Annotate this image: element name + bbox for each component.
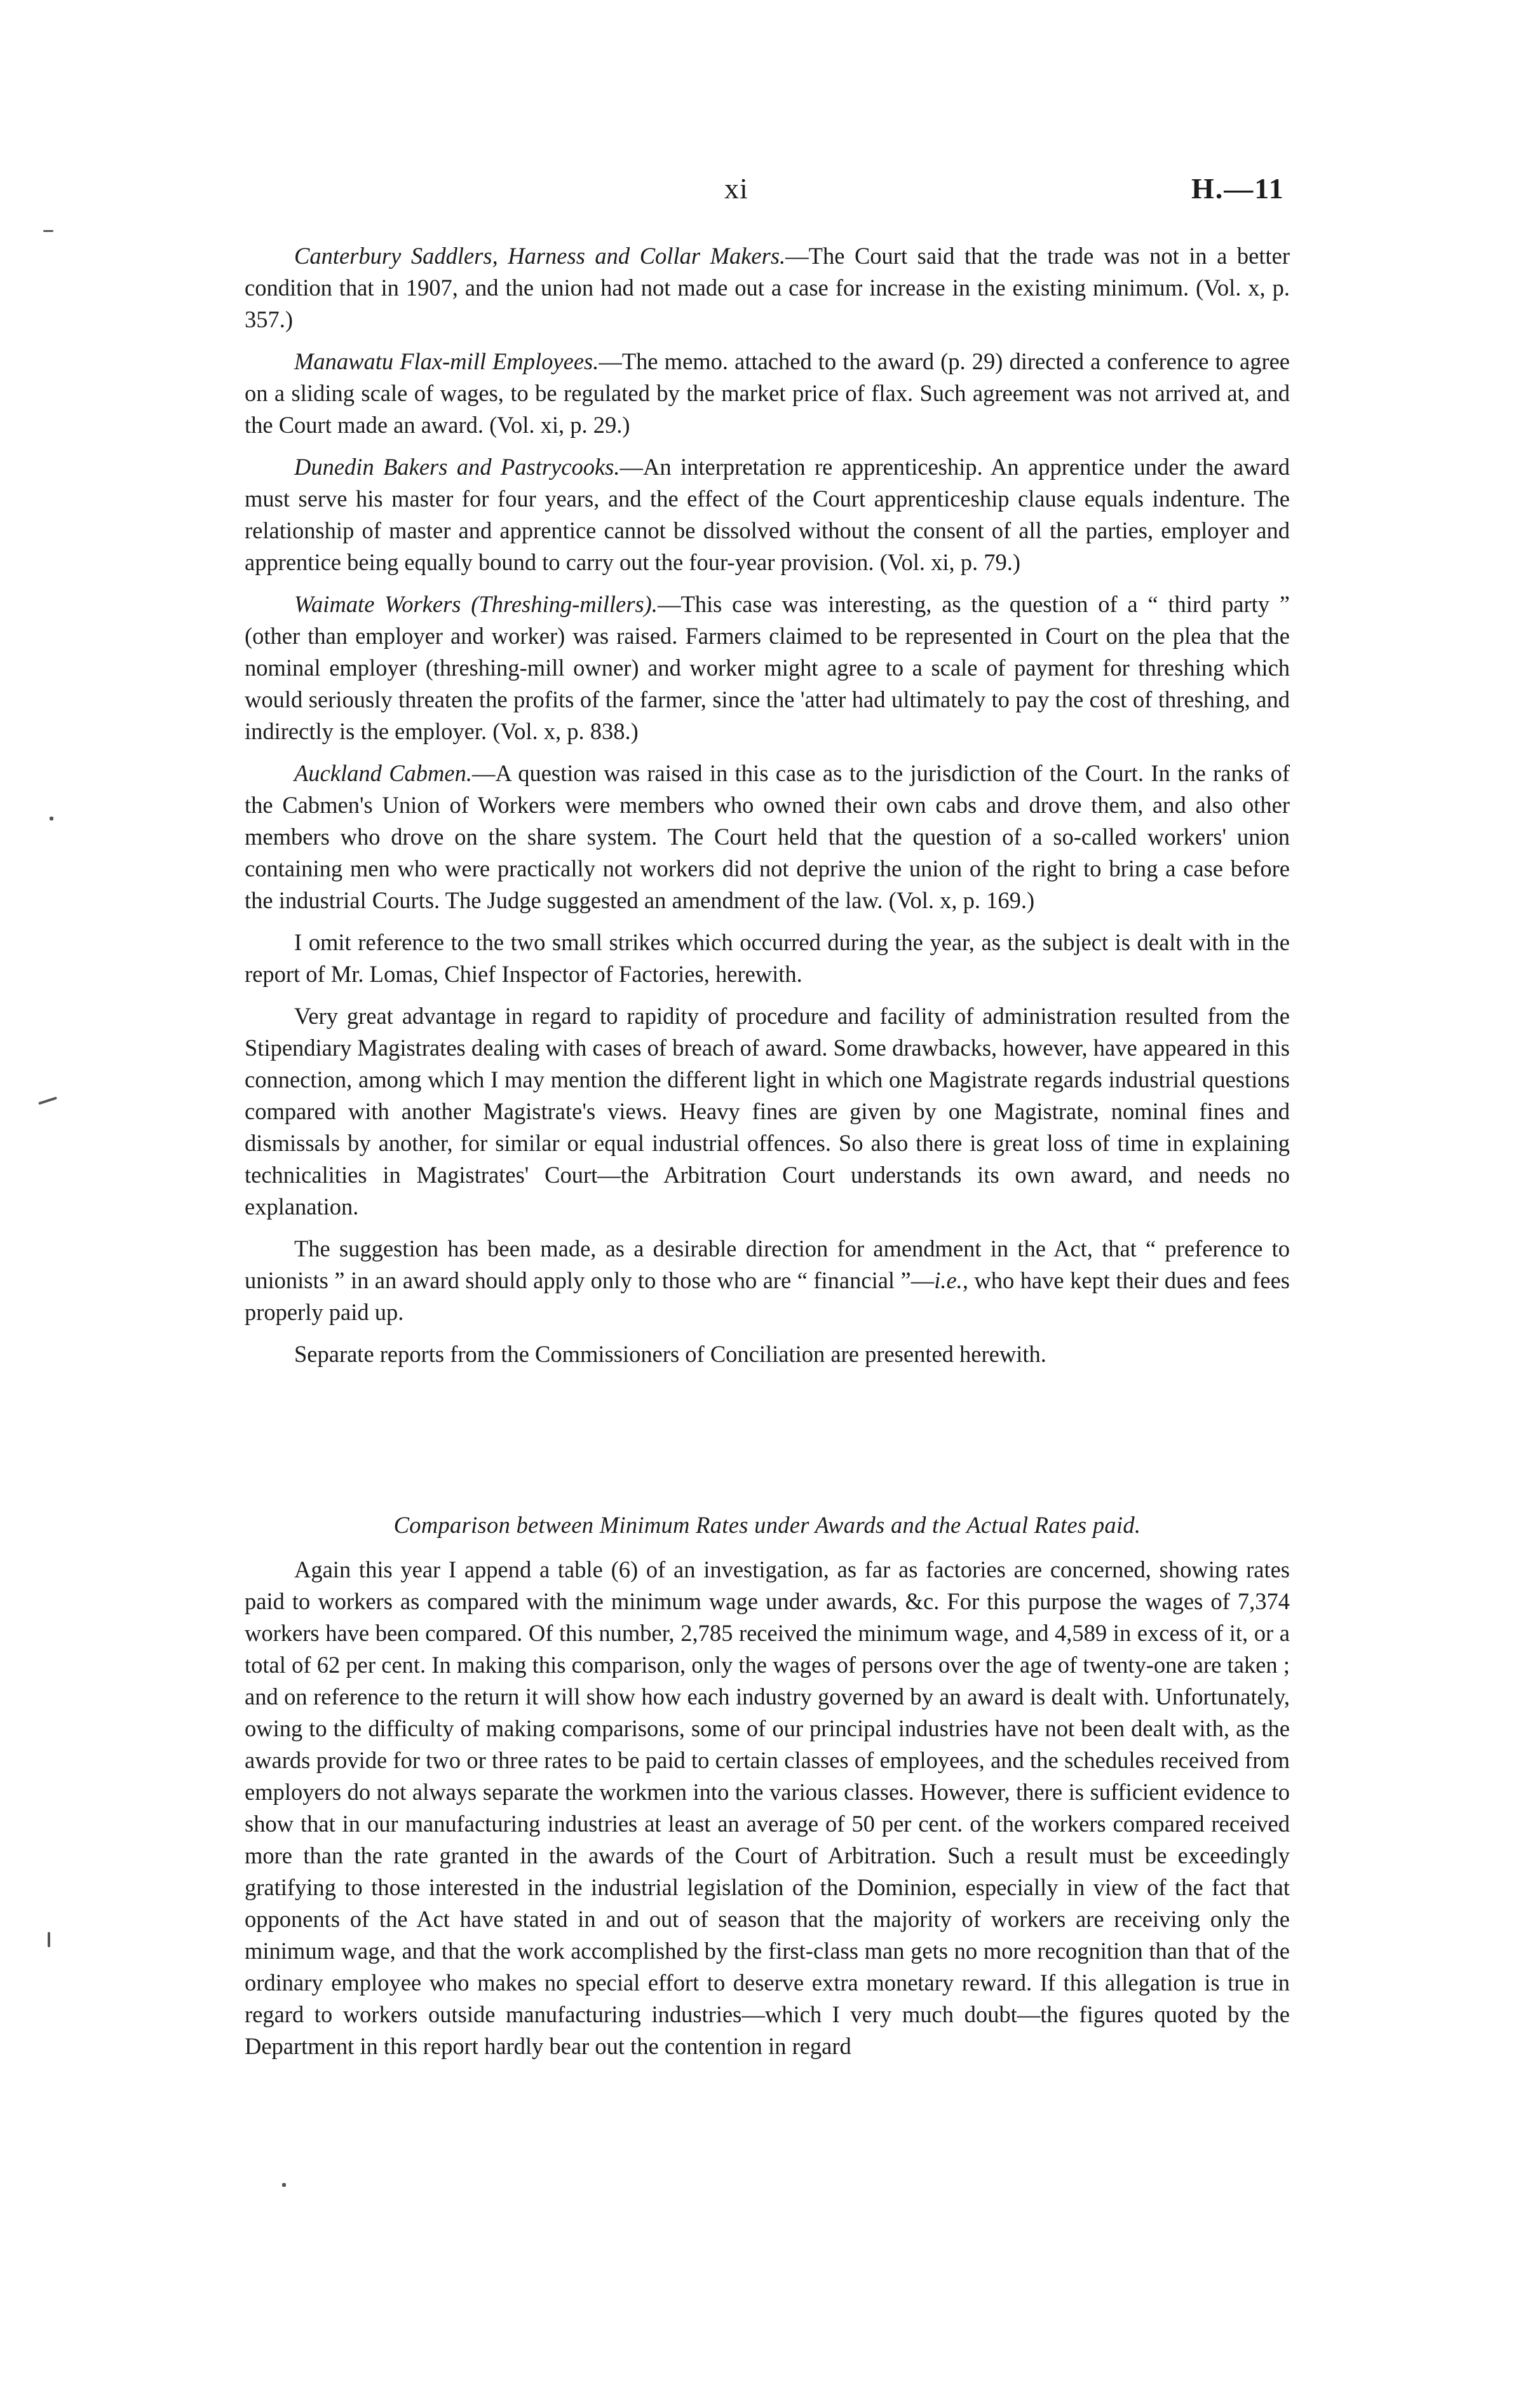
page-number: xi — [724, 172, 748, 205]
strikes-paragraph: I omit reference to the two small strikes which occurred during the year, as the subject is dealt with in the report of Mr. Lomas, Chief Inspector of Factories, herewith. — [245, 929, 1290, 987]
scan-mark — [282, 2183, 286, 2187]
case-paragraph — [245, 588, 1290, 747]
case-title: Waimate Workers (Threshing-millers). — [294, 591, 658, 617]
case-title: Manawatu Flax-mill Employees. — [294, 348, 599, 374]
document-reference: H.—11 — [1191, 172, 1285, 205]
case-paragraph — [245, 451, 1290, 578]
scan-mark — [50, 817, 53, 820]
comparison-paragraph: Again this year I append a table (6) of an investigation, as far as factories are concerned, showing rates paid to workers as compared with the minimum wage under awards, &c. For this purpose the wages of 7,374 workers have been compared. Of this number, 2,785 received the minimum wage, and 4,589 in excess of it, or a total of 62 per cent. In making this comparison, only the wages of persons over the age of twenty-one are taken ; and on reference to the return it will show how each industry governed by an award is dealt with. Unfortunately, owing to the difficulty of making comparisons, some of our principal industries have not been dealt with, as the awards provide for two or three rates to be paid to certain classes of employees, and the schedules received from employers do not always separate the workmen into the various classes. However, there is sufficient evidence to show that in our manufacturing industries at least an average of 50 per cent. of the workers compared received more than the rate granted in the awards of the Court of Arbitration. Such a result must be exceedingly gratifying to those interested in the industrial legislation of the Dominion, especially in view of the fact that opponents of the Act have stated in and out of season that the majority of workers are receiving only the minimum wage, and that the work accomplished by the first-class man gets no more recognition than that of the ordinary employee who makes no special effort to deserve extra monetary reward. If this allegation is true in regard to workers outside manufacturing industries—which I very much doubt—the figures quoted by the Department in this report hardly bear out the contention in regard — [245, 1556, 1290, 2059]
case-text: —An interpretation re apprenticeship. An apprentice under the award must serve his master for four years, and the effect of the Court apprenticeship clause equals indenture. The relationship of master and apprentice cannot be dissolved without the consent of all the parties, employer and apprentice being equally bound to carry out the four-year provision. (Vol. xi, p. 79.) — [245, 454, 1290, 575]
section-heading: Comparison between Minimum Rates under Awards and the Actual Rates paid. — [393, 1512, 1141, 1538]
preference-ie: i.e. — [934, 1267, 963, 1293]
preference-paragraph — [245, 1233, 1290, 1328]
case-text: —The memo. attached to the award (p. 29) directed a conference to agree on a sliding scale of wages, to be regulated by the market price of flax. Such agreement was not arrived at, and the Court made an award. (Vol. xi, p. 29.) — [245, 348, 1290, 438]
case-title: Canterbury Saddlers, Harness and Collar Makers. — [294, 243, 786, 269]
scan-mark — [43, 230, 53, 232]
magistrates-paragraph: Very great advantage in regard to rapidity of procedure and facility of administration resulted from the Stipendiary Magistrates dealing with cases of breach of award. Some drawbacks, however, have appeared in this connection, among which I may mention the different light in which one Magistrate regards industrial questions compared with another Magistrate's views. Heavy fines are given by one Magistrate, nominal fines and dismissals by another, for similar or equal industrial offences. So also there is great loss of time in explaining technicalities in Magistrates' Court—the Arbitration Court understands its own award, and needs no explanation. — [245, 1003, 1290, 1220]
scan-mark — [48, 1932, 50, 1947]
conciliation-paragraph: Separate reports from the Commissioners of Conciliation are presented herewith. — [294, 1341, 1046, 1367]
case-title: Auckland Cabmen. — [294, 760, 472, 786]
case-title: Dunedin Bakers and Pastrycooks. — [294, 454, 620, 480]
case-paragraph — [245, 346, 1290, 441]
court-cases-section — [245, 240, 1290, 1380]
preference-lead: The suggestion has been made, as a desirable direction for amendment in the Act, that “ preference to unionists ” in an award should apply only to those who are “ financial ”— — [245, 1235, 1290, 1293]
case-text: —A question was raised in this case as to the jurisdiction of the Court. In the ranks of the Cabmen's Union of Workers were members who owned their own cabs and drove them, and also other members who drove on the share system. The Court held that the question of a so-called workers' union containing men who were practically not workers did not deprive the union of the right to bring a case before the industrial Courts. The Judge suggested an amendment of the law. (Vol. x, p. 169.) — [245, 760, 1290, 913]
case-paragraph — [245, 758, 1290, 916]
preference-tail: , who have kept their dues and fees properly paid up. — [245, 1267, 1290, 1325]
comparison-section — [245, 1509, 1290, 2072]
case-text: —This case was interesting, as the question of a “ third party ” (other than employer and worker) was raised. Farmers claimed to be represented in Court on the plea that the nominal employer (threshing-mill owner) and worker might agree to a scale of payment for threshing which would seriously threaten the profits of the farmer, since the 'atter had ultimately to pay the cost of threshing, and indirectly is the employer. (Vol. x, p. 838.) — [245, 591, 1290, 744]
case-paragraph — [245, 240, 1290, 336]
case-text: —The Court said that the trade was not in a better condition that in 1907, and the union had not made out a case for increase in the existing minimum. (Vol. x, p. 357.) — [245, 243, 1290, 332]
scan-mark — [38, 1096, 57, 1105]
